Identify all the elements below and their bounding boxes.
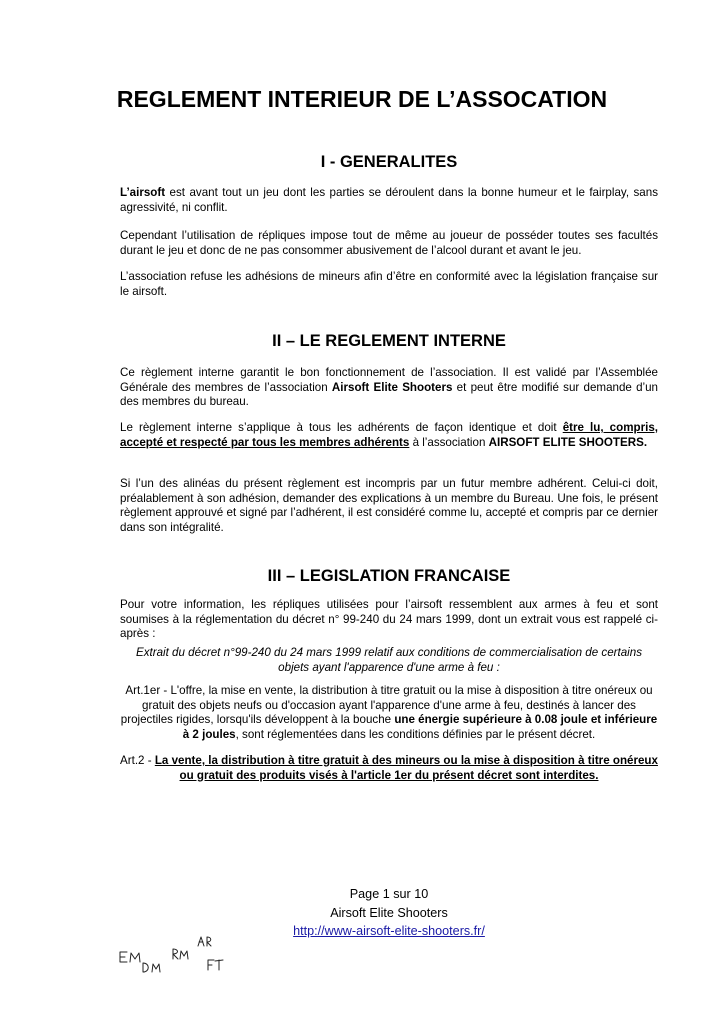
website-link[interactable]: http://www-airsoft-elite-shooters.fr/	[293, 924, 485, 938]
section-heading-reglement-interne: II – LE REGLEMENT INTERNE	[272, 332, 506, 350]
emphasized-text: une énergie supérieure à 0.08 joule et inférieure à 2 joules	[182, 713, 658, 741]
section-heading-legislation: III – LEGISLATION FRANCAISE	[267, 567, 511, 585]
paragraph: Si l’un des alinéas du présent règlement est incompris par un futur membre adhérent. Celui-ci doit, préalablement à son adhésion, demander des explications à un membre du Bureau. Une fois, le présent règlement approuvé et signé par l’adhérent, il est considéré comme lu, accepté et compris par ce dernier dans son intégralité.	[120, 477, 658, 534]
paragraph: Pour votre information, les répliques utilisées pour l’airsoft ressemblent aux armes à feu et sont soumises à la réglementation du décret n° 99-240 du 24 mars 1999, dont un extrait vous est rappelé ci-après :	[120, 598, 658, 641]
paragraph-text: est avant tout un jeu dont les parties se déroulent dans la bonne humeur et le fairplay, sans agressivité, ni conflit.	[120, 186, 658, 214]
document-title: REGLEMENT INTERIEUR DE L’ASSOCATION	[116, 86, 608, 112]
paragraph: Cependant l’utilisation de répliques impose tout de même au joueur de posséder toutes ses facultés durant le jeu et donc de ne pas consommer abusivement de l’alcool durant et avant le jeu.	[120, 229, 658, 257]
section-heading-generalites: I - GENERALITES	[320, 153, 458, 171]
article-1	[120, 684, 658, 742]
article-2	[120, 754, 658, 783]
paragraph-text: Le règlement interne s’applique à tous les adhérents de façon identique et doit	[120, 421, 563, 434]
emphasized-text: être lu, compris, accepté et respecté par tous les membres adhérents	[120, 421, 658, 449]
article-text: Art.1er - L'offre, la mise en vente, la distribution à titre gratuit ou la mise à disposition à titre onéreux ou gratuit des objets neufs ou d'occasion ayant l'apparence d'une arme à feu, destinés à lancer des projectiles rigides, lorsqu'ils développent à la bouche	[120, 684, 653, 727]
association-name: Airsoft Elite Shooters	[331, 380, 453, 394]
page-number: Page 1 sur 10	[349, 887, 429, 901]
article-text: Art.2 -	[120, 754, 155, 767]
emphasized-text: La vente, la distribution à titre gratuit à des mineurs ou la mise à disposition à titre onéreux ou gratuit des produits visés à l'article 1er du présent décret sont interdites.	[154, 754, 658, 782]
footer-org-name: Airsoft Elite Shooters	[330, 906, 448, 920]
decree-extract-title: Extrait du décret n°99-240 du 24 mars 1999 relatif aux conditions de commercialisation de certains objets ayant l'apparence d'une arme à feu :	[135, 646, 642, 674]
paragraph-text: Ce règlement interne garantit le bon fonctionnement de l’association. Il est validé par l’Assemblée Générale des membres de l’association	[120, 366, 658, 394]
paragraph	[120, 366, 658, 410]
association-name: AIRSOFT ELITE SHOOTERS.	[488, 435, 648, 449]
initials-drawing	[112, 932, 242, 984]
handwritten-initials	[112, 932, 242, 984]
article-text: , sont réglementées dans les conditions définies par le présent décret.	[235, 727, 596, 741]
paragraph	[120, 421, 658, 450]
bold-term: L’airsoft	[120, 186, 166, 199]
paragraph: L’association refuse les adhésions de mineurs afin d’être en conformité avec la législation française sur le airsoft.	[120, 270, 658, 298]
paragraph-text: à l’association	[409, 435, 489, 449]
paragraph	[120, 186, 658, 215]
paragraph-text: et peut être modifié sur demande d’un des membres du bureau.	[120, 380, 659, 409]
